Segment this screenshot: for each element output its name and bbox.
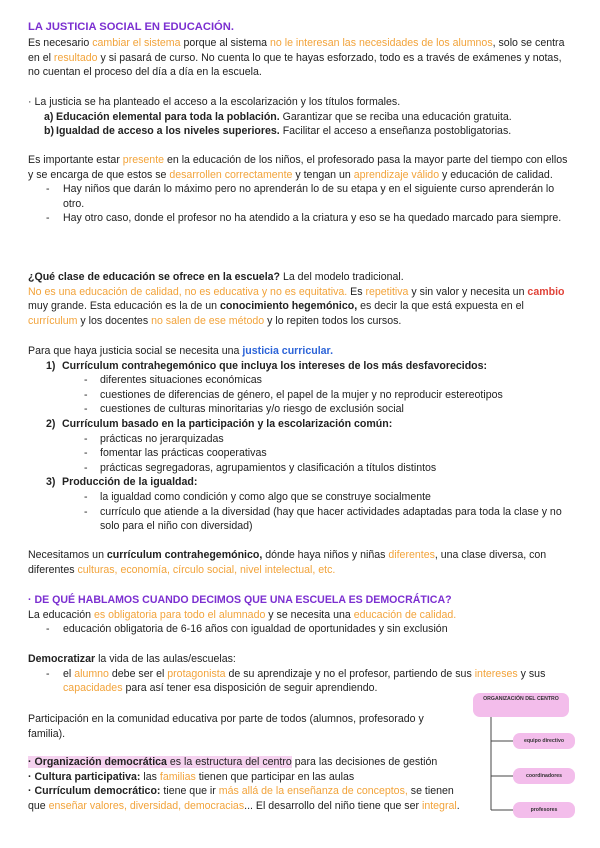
text: debe ser el xyxy=(108,667,168,680)
highlight-text: es obligatoria para todo el alumnado xyxy=(93,608,266,621)
paragraph-6 xyxy=(28,548,573,577)
text: Es necesario xyxy=(28,37,93,49)
text: Facilitar el acceso a enseñanza postobligatorias. xyxy=(279,125,512,138)
list-marker: 2) xyxy=(46,417,56,430)
bold-text: Democratizar xyxy=(28,653,96,665)
list-item xyxy=(28,211,573,226)
text: dónde haya niños y niñas xyxy=(262,549,389,561)
text: muy grande. Esta educación es la de un xyxy=(28,300,220,313)
text: porque al sistema xyxy=(180,37,271,49)
text: se tienen que xyxy=(28,785,454,812)
numbered-item-3 xyxy=(28,475,573,490)
dash-marker: - xyxy=(84,490,88,503)
text: y los docentes xyxy=(77,314,152,327)
bold-text: · Cultura participativa: xyxy=(28,770,141,783)
text: Necesitamos un xyxy=(28,549,107,561)
text: y tengan un xyxy=(292,168,354,181)
diagram-node: coordinadores xyxy=(513,768,575,784)
highlight-text: cambiar el sistema xyxy=(92,37,181,49)
bold-text: · Organización democrática xyxy=(28,756,167,768)
sub-item-text: cuestiones de diferencias de género, el papel de la mujer y no reproducir estereotipos xyxy=(100,388,503,401)
paragraph-8 xyxy=(28,652,573,696)
highlight-text: integral xyxy=(421,799,457,812)
dash-marker: - xyxy=(46,623,50,636)
highlight-text: No es una educación de calidad, no es educativa y no es equitativa. xyxy=(28,285,348,298)
paragraph-9 xyxy=(28,712,448,741)
highlight-text: no salen de ese método xyxy=(151,314,265,327)
dash-marker: - xyxy=(84,403,88,416)
text: y educación de calidad. xyxy=(439,168,553,181)
highlight-text: aprendizaje válido xyxy=(353,168,440,181)
highlight-text: currículum xyxy=(28,314,78,327)
text: tiene que ir xyxy=(160,785,219,798)
text: para así tener esa disposición de seguir aprendiendo. xyxy=(122,682,378,695)
highlight-text: familias xyxy=(159,770,196,783)
sub-item xyxy=(28,402,573,417)
sub-item xyxy=(28,373,573,388)
dash-marker: - xyxy=(84,447,88,460)
dash-marker: - xyxy=(84,505,88,518)
sub-item xyxy=(28,446,573,461)
paragraph-2 xyxy=(28,95,573,139)
text: de su aprendizaje y no el profesor, partiendo de sus xyxy=(225,667,475,680)
sub-item xyxy=(28,461,573,476)
highlight-text: intereses xyxy=(474,667,518,680)
highlight-text: desarrollen correctamente xyxy=(169,168,293,181)
numbered-item-text: Currículum basado en la participación y la escolarización común: xyxy=(62,417,393,430)
document-title: LA JUSTICIA SOCIAL EN EDUCACIÓN. xyxy=(28,21,234,33)
organization-diagram xyxy=(473,693,583,833)
bold-text: conocimiento hegemónico, xyxy=(220,300,358,313)
dash-marker: - xyxy=(84,374,88,387)
highlight-text: diferentes xyxy=(388,549,435,561)
highlight-text: educación de calidad. xyxy=(353,608,457,621)
dash-marker: - xyxy=(84,388,88,401)
highlight-text: enseñar valores, diversidad, democracias xyxy=(48,799,245,812)
sub-item xyxy=(28,432,573,447)
dash-marker: - xyxy=(84,432,88,445)
list-marker: b) xyxy=(44,125,54,138)
text: y se necesita una xyxy=(265,608,354,621)
participation-text: Participación en la comunidad educativa por parte de todos (alumnos, profesorado y familia). xyxy=(28,713,424,740)
highlight-text: culturas, economía, círculo social, nivel intelectual, etc. xyxy=(77,563,336,576)
highlight-text: resultado xyxy=(53,51,98,64)
paragraph-3 xyxy=(28,153,573,226)
highlight-text: capacidades xyxy=(63,682,123,695)
text: , solo se centra en el xyxy=(28,37,565,64)
list-item xyxy=(28,182,573,211)
bold-text: Igualdad de acceso a los niveles superiores. xyxy=(56,125,280,138)
list-item-b xyxy=(28,124,573,139)
text: Es importante estar xyxy=(28,154,123,166)
sub-item-text: la igualdad como condición y como algo que se construye socialmente xyxy=(100,490,431,503)
dash-marker: - xyxy=(46,667,50,680)
text: . xyxy=(456,799,460,812)
list-marker: 1) xyxy=(46,359,56,372)
text: el xyxy=(63,667,75,680)
dash-marker: - xyxy=(46,183,50,196)
bold-text: currículum contrahegemónico, xyxy=(106,549,263,561)
list-marker: 3) xyxy=(46,476,56,489)
sub-item-text: diferentes situaciones económicas xyxy=(100,374,262,387)
text: , una clase diversa, con diferentes xyxy=(28,549,547,576)
text: Garantizar que se reciba una educación gratuita. xyxy=(279,110,512,123)
text: es la estructura del centro xyxy=(166,756,292,768)
text: tienen que participar en las aulas xyxy=(195,770,355,783)
list-item-text: educación obligatoria de 6-16 años con igualdad de oportunidades y sin exclusión xyxy=(63,623,448,636)
paragraph-5 xyxy=(28,344,573,534)
paragraph-1 xyxy=(28,36,573,80)
text: es decir la que está expuesta en el xyxy=(357,300,524,313)
sub-item xyxy=(28,388,573,403)
diagram-root-node: ORGANIZACIÓN DEL CENTRO xyxy=(473,693,569,717)
text: y si pasará de curso. No cuenta lo que te hayas esforzado, todo es a través de exámenes y notas, no cuentan el proceso del día a día en la escuela. xyxy=(28,51,562,79)
text: y lo repiten todos los cursos. xyxy=(264,314,402,327)
text: en la educación de los niños, el profesorado pasa la mayor parte del tiempo con ellos y se encarga de que estos se xyxy=(28,154,568,181)
bold-text: Educación elemental para toda la población. xyxy=(56,110,280,123)
highlight-text: presente xyxy=(122,154,165,166)
list-marker: a) xyxy=(44,110,54,123)
dash-marker: - xyxy=(46,212,50,225)
text: y sin valor y necesita un xyxy=(408,285,528,298)
highlight-text: más allá de la enseñanza de conceptos, xyxy=(218,785,408,798)
section-heading: · DE QUÉ HABLAMOS CUANDO DECIMOS QUE UNA ESCUELA ES DEMOCRÁTICA? xyxy=(28,594,452,606)
text: La educación xyxy=(28,608,94,621)
highlight-text: no le interesan las necesidades de los alumnos xyxy=(270,37,493,49)
text: Es xyxy=(347,285,366,298)
sub-item-text: currículo que atiende a la diversidad (hay que hacer actividades adaptadas para toda la clase y no solo para el niño con diversidad) xyxy=(100,505,562,533)
text: Para que haya justicia social se necesita una xyxy=(28,345,243,357)
text: las xyxy=(140,770,160,783)
sub-item-text: prácticas no jerarquizadas xyxy=(100,432,224,445)
democratic-list xyxy=(28,755,466,813)
highlight-text: repetitiva xyxy=(365,285,409,298)
highlight-text: protagonista xyxy=(167,667,226,680)
diagram-node: profesores xyxy=(513,802,575,818)
section-title-block xyxy=(28,20,573,35)
text: la vida de las aulas/escuelas: xyxy=(95,653,236,665)
numbered-item-1 xyxy=(28,359,573,374)
access-intro: · La justicia se ha planteado el acceso a la escolarización y los títulos formales. xyxy=(28,96,401,108)
question-text: ¿Qué clase de educación se ofrece en la escuela? xyxy=(28,271,281,283)
dash-marker: - xyxy=(84,461,88,474)
list-item-a xyxy=(28,110,573,125)
sub-item xyxy=(28,505,573,534)
sub-item-text: prácticas segregadoras, agrupamientos y clasificación a títulos distintos xyxy=(100,461,437,474)
diagram-node: equipo directivo xyxy=(513,733,575,749)
text: ... El desarrollo del niño tiene que ser xyxy=(244,799,422,812)
list-item-text: Hay otro caso, donde el profesor no ha atendido a la criatura y eso se ha quedado marcado para siempre. xyxy=(63,212,562,225)
list-item xyxy=(28,622,573,637)
text: y sus xyxy=(517,667,546,680)
list-item xyxy=(28,667,573,696)
red-highlight-text: cambio xyxy=(527,285,565,298)
paragraph-4 xyxy=(28,270,573,328)
bold-text: · Currículum democrático: xyxy=(28,785,161,798)
paragraph-7 xyxy=(28,593,573,637)
blue-highlight-text: justicia curricular. xyxy=(242,345,334,357)
list-item-text: Hay niños que darán lo máximo pero no aprenderán lo de su etapa y en el siguiente curso aprenderán lo otro. xyxy=(63,183,555,210)
highlight-text: alumno xyxy=(74,667,109,680)
sub-item-text: cuestiones de culturas minoritarias y/o riesgo de exclusión social xyxy=(100,403,404,416)
numbered-item-text: Producción de la igualdad: xyxy=(62,476,198,489)
numbered-item-text: Currículum contrahegemónico que incluya los intereses de los más desfavorecidos: xyxy=(62,359,488,372)
text: La del modelo tradicional. xyxy=(280,271,404,283)
text: para las decisiones de gestión xyxy=(291,756,438,768)
sub-item xyxy=(28,490,573,505)
sub-item-text: fomentar las prácticas cooperativas xyxy=(100,447,267,460)
numbered-item-2 xyxy=(28,417,573,432)
